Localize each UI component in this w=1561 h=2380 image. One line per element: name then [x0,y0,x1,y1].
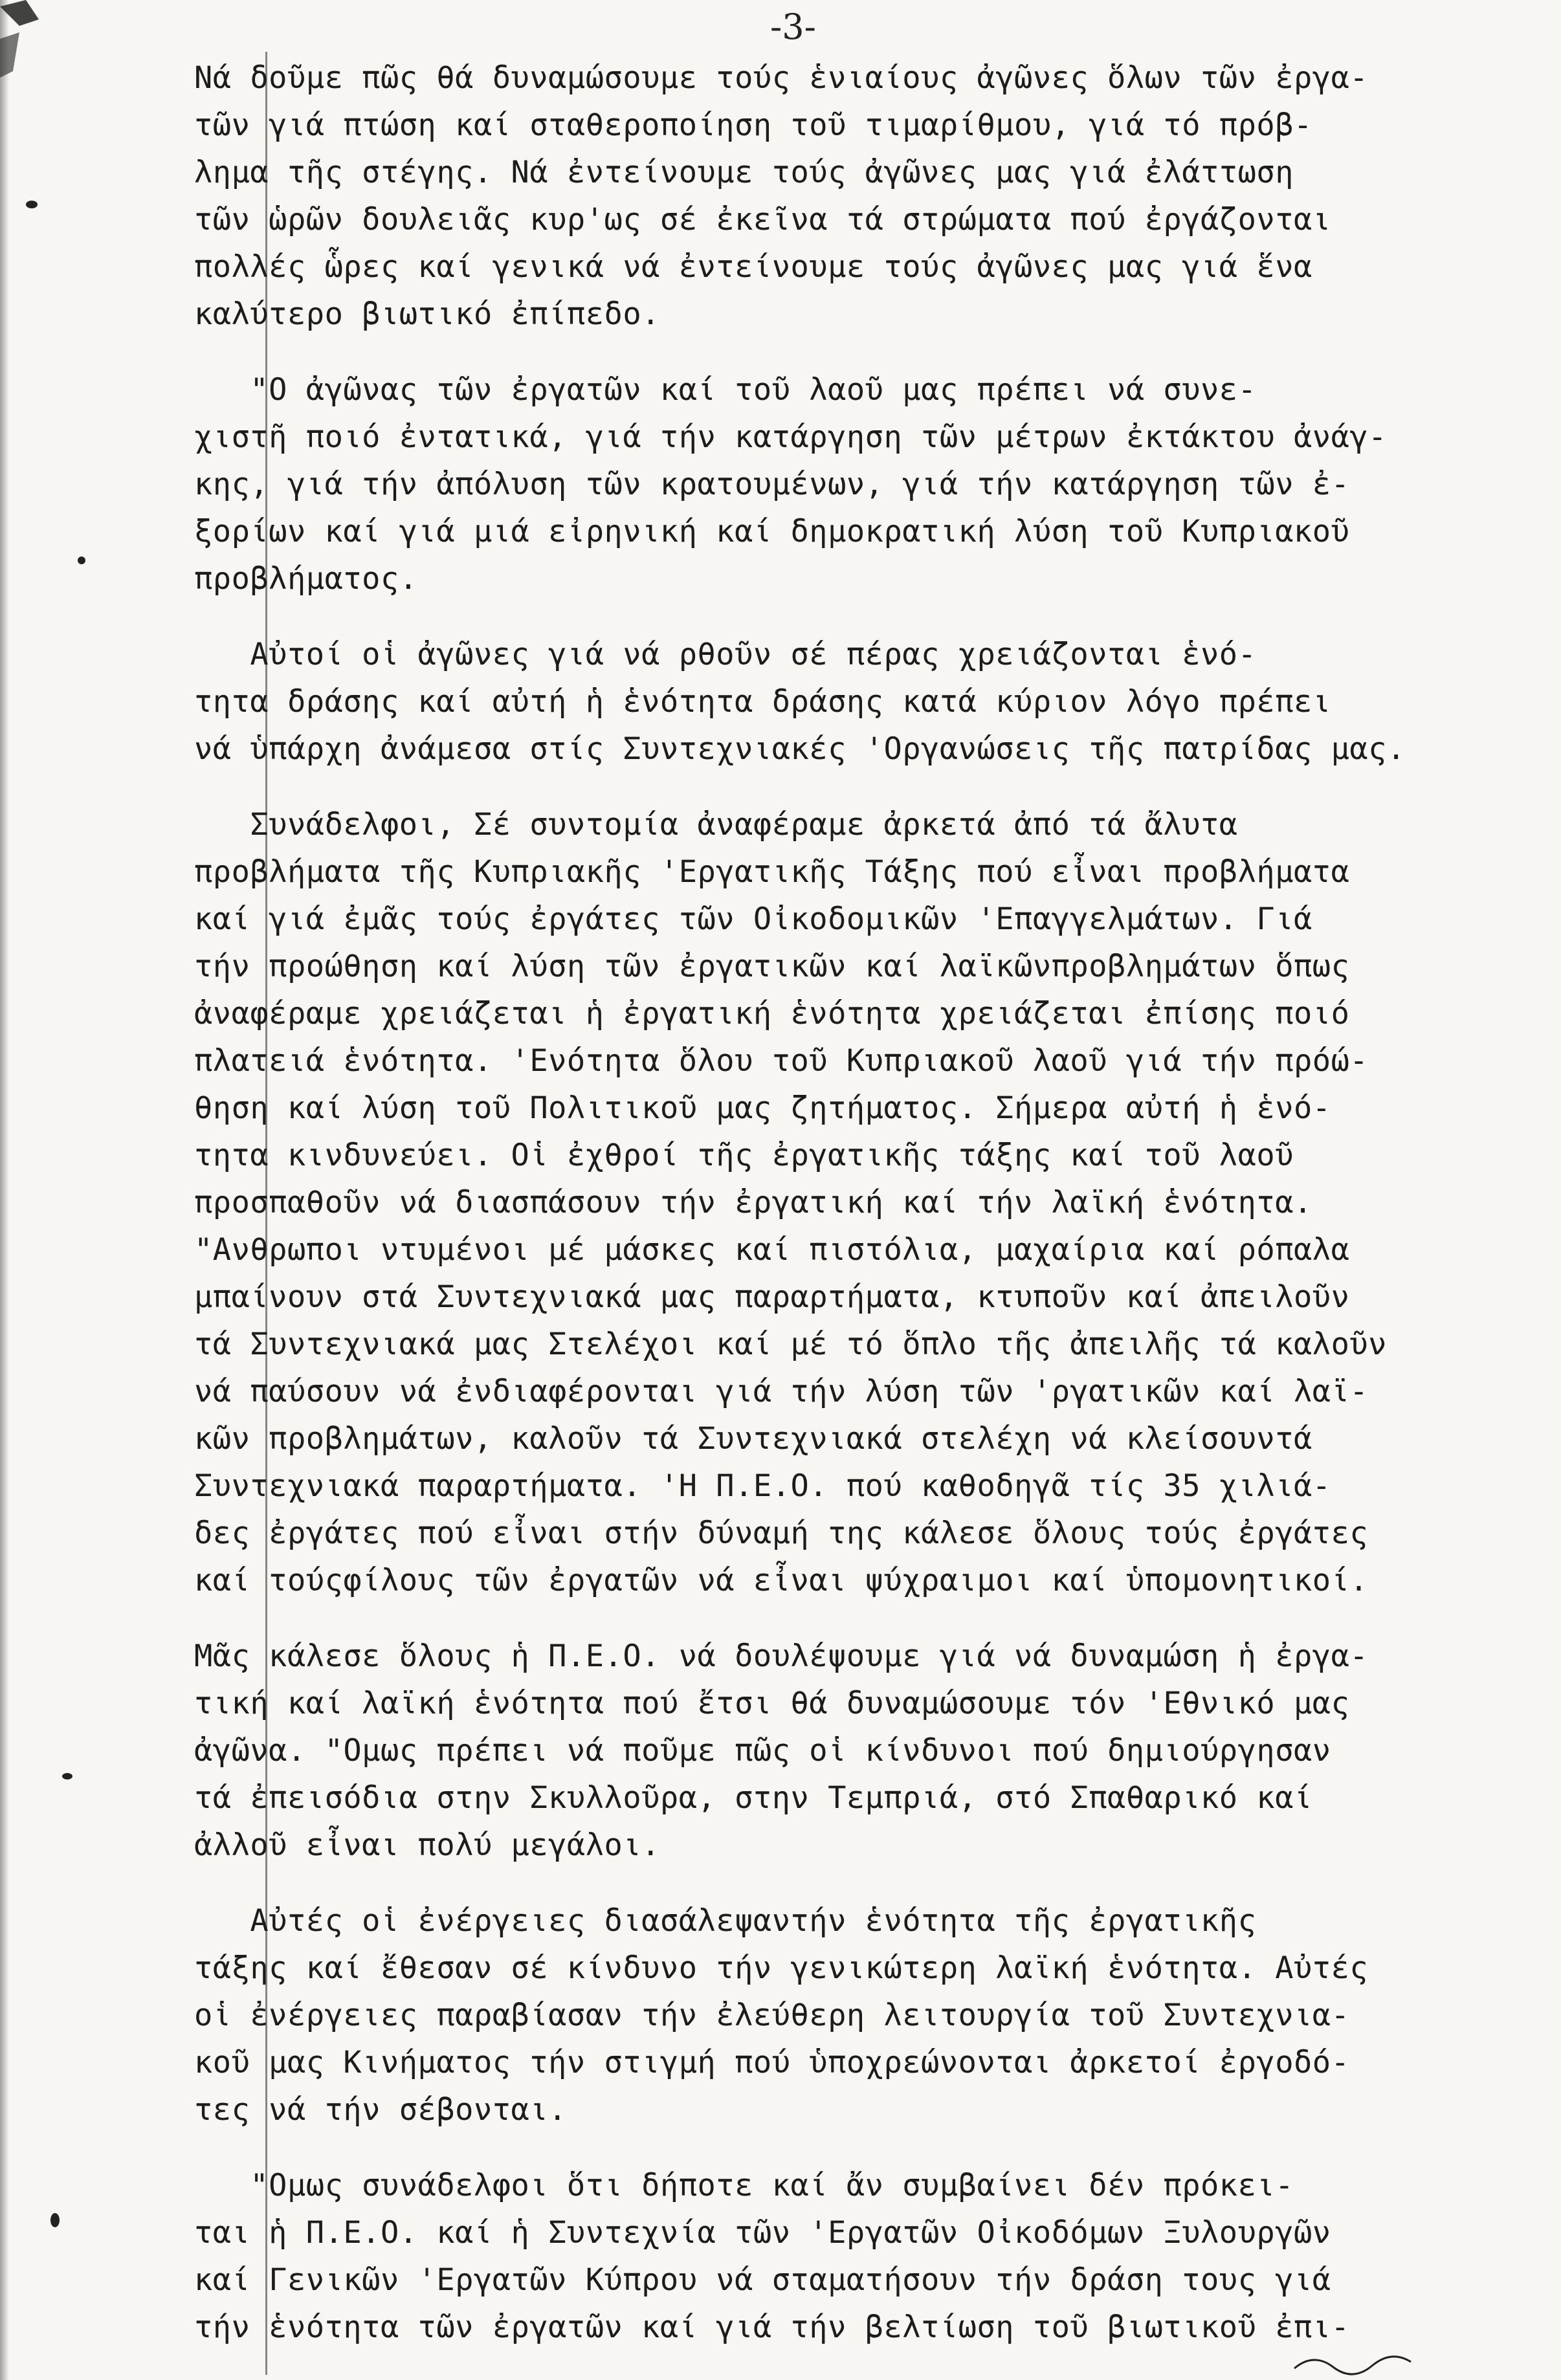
text-line: τήν προώθηση καί λύση τῶν ἐργατικῶν καί λαϊκῶνπροβλημάτων ὅπως [194,949,1350,984]
paragraph [194,366,1527,602]
paragraph-gap [194,602,1527,631]
paragraph [194,54,1527,338]
handwritten-scrawl [1288,2349,1417,2380]
text-line: ξορίων καί γιά μιά εἰρηνική καί δημοκρατική λύση τοῦ Κυπριακοῦ [194,514,1350,549]
text-line: Συνάδελφοι, Σέ συντομία ἀναφέραμε ἀρκετά ἀπό τά ἄλυτα [194,807,1238,843]
text-line: Νά δοῦμε πῶς θά δυναμώσουμε τούς ἑνιαίους ἀγῶνες ὅλων τῶν ἐργα- [194,60,1369,96]
text-line: τες νά τήν σέβονται. [194,2092,567,2128]
text-line: κῶν προβλημάτων, καλοῦν τά Συντεχνιακά στελέχη νά κλείσουντά [194,1421,1312,1457]
scan-speck [50,2213,60,2227]
text-line: προσπαθοῦν νά διασπάσουν τήν ἐργατική καί τήν λαϊκή ἑνότητα. [194,1185,1312,1220]
text-line: τάξης καί ἔθεσαν σέ κίνδυνο τήν γενικώτερη λαϊκή ἑνότητα. Αὐτές [194,1950,1369,1986]
text-line: κης, γιά τήν ἀπόλυση τῶν κρατουμένων, γιά τήν κατάργηση τῶν ἐ- [194,467,1350,502]
text-line: "Ανθρωποι ντυμένοι μέ μάσκες καί πιστόλια, μαχαίρια καί ρόπαλα [194,1232,1350,1268]
scan-speck [62,1773,72,1779]
text-line: δες ἐργάτες πού εἶναι στήν δύναμή της κάλεσε ὅλους τούς ἐργάτες [194,1515,1369,1551]
scan-shadow-edge [0,0,9,2380]
text-line: τά ἐπεισόδια στην Σκυλλοῦρα, στην Τεμπριά, στό Σπαθαρικό καί [194,1780,1312,1816]
text-line: ἀλλοῦ εἶναι πολύ μεγάλοι. [194,1827,660,1863]
text-line: χιστῆ ποιό ἐντατικά, γιά τήν κατάργηση τῶν μέτρων ἐκτάκτου ἀνάγ- [194,419,1387,455]
text-line: προβλήματα τῆς Κυπριακῆς 'Εργατικῆς Τάξης πού εἶναι προβλήματα [194,854,1350,890]
paragraph-gap [194,1604,1527,1633]
paragraph-gap [194,338,1527,366]
text-line: ἀναφέραμε χρειάζεται ἡ ἐργατική ἑνότητα χρειάζεται ἐπίσης ποιό [194,996,1350,1031]
text-line: καί γιά ἐμᾶς τούς ἐργάτες τῶν Οἰκοδομικῶν 'Επαγγελμάτων. Γιά [194,901,1312,937]
text-line: τῶν γιά πτώση καί σταθεροποίηση τοῦ τιμαρίθμου, γιά τό πρόβ- [194,107,1312,143]
text-line: λημα τῆς στέγης. Νά ἐντείνουμε τούς ἀγῶνες μας γιά ἐλάττωση [194,155,1294,190]
paragraph-gap [194,2133,1527,2162]
text-line: "Ο ἀγῶνας τῶν ἐργατῶν καί τοῦ λαοῦ μας πρέπει νά συνε- [194,372,1257,408]
scan-speck [78,556,85,564]
text-line: Αὐτοί οἱ ἀγῶνες γιά νά ρθοῦν σέ πέρας χρειάζονται ἑνό- [194,637,1257,672]
text-line: ται ἡ Π.Ε.Ο. καί ἡ Συντεχνία τῶν 'Εργατῶν Οἰκοδόμων Ξυλουργῶν [194,2215,1331,2251]
text-line: προβλήματος. [194,561,418,597]
paragraph [194,1897,1527,2133]
text-line: καλύτερο βιωτικό ἐπίπεδο. [194,296,660,332]
text-line: τῶν ὡρῶν δουλειᾶς κυρ'ως σέ ἐκεῖνα τά στρώματα πού ἐργάζονται [194,202,1331,237]
text-line: Συντεχνιακά παραρτήματα. 'Η Π.Ε.Ο. πού καθοδηγᾶ τίς 35 χιλιά- [194,1468,1331,1504]
text-line: τά Συντεχνιακά μας Στελέχοι καί μέ τό ὅπλο τῆς ἀπειλῆς τά καλοῦν [194,1327,1387,1362]
page-number: -3- [770,6,816,47]
document-body [194,54,1527,2351]
scan-corner-mark [0,0,104,78]
text-line: τική καί λαϊκή ἑνότητα πού ἔτσι θά δυναμώσουμε τόν 'Εθνικό μας [194,1686,1350,1721]
scan-speck [26,201,38,208]
paragraph-gap [194,1869,1527,1897]
text-line: Μᾶς κάλεσε ὅλους ἡ Π.Ε.Ο. νά δουλέψουμε γιά νά δυναμώση ἡ ἐργα- [194,1638,1369,1674]
text-line: πολλές ὧρες καί γενικά νά ἐντείνουμε τούς ἀγῶνες μας γιά ἕνα [194,249,1312,285]
text-line: καί τούςφίλους τῶν ἐργατῶν νά εἶναι ψύχραιμοι καί ὑπομονητικοί. [194,1563,1369,1598]
paragraph [194,631,1527,773]
paragraph [194,1633,1527,1869]
paragraph-gap [194,773,1527,801]
text-line: τητα δράσης καί αὐτή ἡ ἑνότητα δράσης κατά κύριον λόγο πρέπει [194,684,1331,720]
text-line: καί Γενικῶν 'Εργατῶν Κύπρου νά σταματήσουν τήν δράση τους γιά [194,2262,1331,2298]
paragraph [194,2162,1527,2351]
text-line: νά ὑπάρχη ἀνάμεσα στίς Συντεχνιακές 'Οργανώσεις τῆς πατρίδας μας. [194,731,1406,767]
text-line: νά παύσουν νά ἐνδιαφέρονται γιά τήν λύση τῶν 'ργατικῶν καί λαϊ- [194,1374,1369,1409]
text-line: ἀγῶνα. "Ομως πρέπει νά ποῦμε πῶς οἱ κίνδυνοι πού δημιούργησαν [194,1733,1331,1768]
text-line: πλατειά ἑνότητα. 'Ενότητα ὅλου τοῦ Κυπριακοῦ λαοῦ γιά τήν πρόώ- [194,1043,1369,1079]
text-line: "Ομως συνάδελφοι ὅτι δήποτε καί ἄν συμβαίνει δέν πρόκει- [194,2168,1294,2203]
text-line: τητα κινδυνεύει. Οἱ ἐχθροί τῆς ἐργατικῆς τάξης καί τοῦ λαοῦ [194,1138,1294,1173]
text-line: μπαίνουν στά Συντεχνιακά μας παραρτήματα, κτυποῦν καί ἀπειλοῦν [194,1279,1350,1315]
text-line: τήν ἑνότητα τῶν ἐργατῶν καί γιά τήν βελτίωση τοῦ βιωτικοῦ ἐπι- [194,2309,1350,2345]
paragraph [194,801,1527,1604]
text-line: Αὐτές οἱ ἐνέργειες διασάλεψαντήν ἑνότητα τῆς ἐργατικῆς [194,1903,1257,1939]
text-line: κοῦ μας Κινήματος τήν στιγμή πού ὑποχρεώνονται ἀρκετοί ἐργοδό- [194,2045,1350,2080]
text-line: οἱ ἐνέργειες παραβίασαν τήν ἐλεύθερη λειτουργία τοῦ Συντεχνια- [194,1998,1350,2033]
text-line: θηση καί λύση τοῦ Πολιτικοῦ μας ζητήματος. Σήμερα αὐτή ἡ ἑνό- [194,1090,1331,1126]
